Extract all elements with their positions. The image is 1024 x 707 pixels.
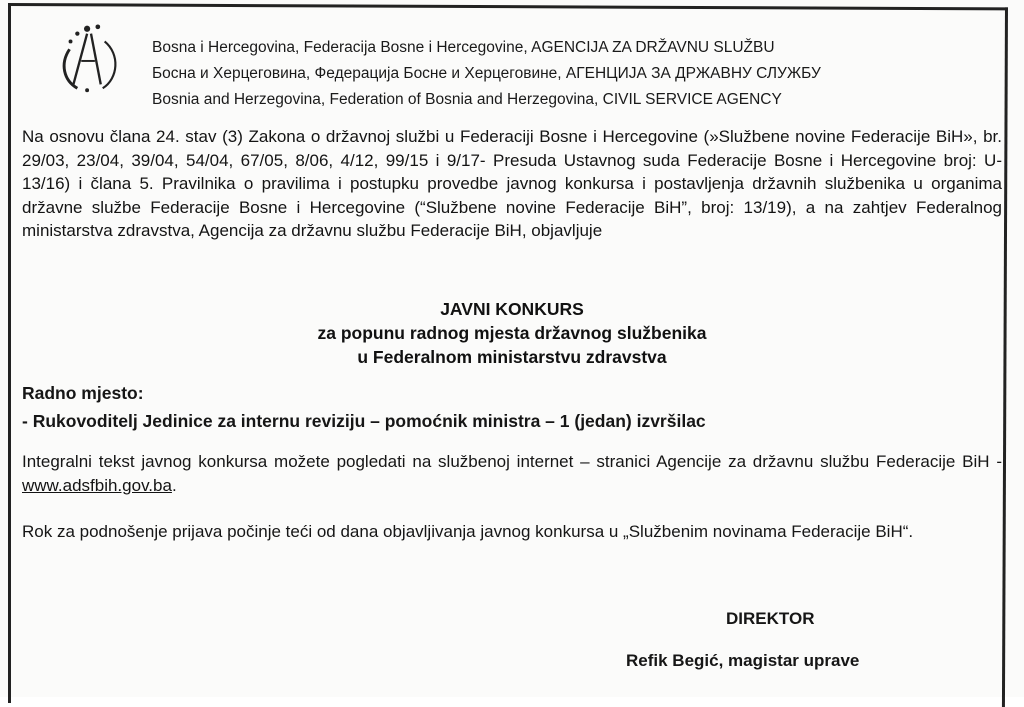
intro-paragraph: Na osnovu člana 24. stav (3) Zakona o državnoj službi u Federaciji Bosne i Hercegovine (»Službene novine Federacije BiH», br. 29/03, 23/04, 39/04, 54/04, 67/05, 8/06, 4/12, 99/15 i 9/17- Presuda Ustavnog suda Federacije Bosne i Hercegovine broj: U-13/16) i člana 5. Pravilnika o pravilima i postupku provedbe javnog konkursa i postavljenja državnih službenika u organima državne službe Federacije Bosne i Hercegovine (“Službene novine Federacije BiH”, broj: 13/19), a na zahtjev Federalnog ministarstva zdravstva, Agencija za državnu službu Federacije BiH, objavljuje	[22, 127, 1002, 240]
header-line-serbian-cyrillic: Босна и Херцеговина, Федерација Босне и Херцеговине, АГЕНЦИЈА ЗА ДРЖАВНУ СЛУЖБУ	[152, 65, 821, 82]
agency-website-link[interactable]: www.adsfbih.gov.ba	[22, 475, 172, 495]
title-line-3: u Federalnom ministarstvu zdravstva	[357, 347, 667, 367]
integral-text: Integralni tekst javnog konkursa možete pogledati na službenoj internet – stranici Agencije za državnu službu Federacije BiH -	[22, 452, 1002, 471]
header-line-english: Bosnia and Herzegovina, Federation of Bosnia and Herzegovina, CIVIL SERVICE AGENCY	[152, 91, 782, 108]
signature-name: Refik Begić, magistar uprave	[626, 651, 860, 670]
announcement-title	[0, 297, 1024, 369]
header-line-bosnian: Bosna i Hercegovina, Federacija Bosne i Hercegovine, AGENCIJA ZA DRŽAVNU SLUŽBU	[152, 39, 775, 56]
integral-tail: .	[171, 475, 177, 495]
deadline-paragraph: Rok za podnošenje prijava počinje teći od dana objavljivanja javnog konkursa u „Službenim novinama Federacije BiH“.	[22, 522, 914, 541]
signature-title: DIREKTOR	[726, 609, 815, 628]
integral-text-paragraph	[22, 450, 1002, 497]
position-value: - Rukovoditelj Jedinice za internu reviziju – pomoćnik ministra – 1 (jedan) izvršilac	[22, 411, 706, 431]
agency-logo-icon	[52, 20, 130, 98]
title-line-2: za popunu radnog mjesta državnog službenika	[317, 323, 707, 343]
position-label: Radno mjesto:	[22, 383, 144, 403]
title-line-1: JAVNI KONKURS	[440, 299, 584, 319]
agency-header	[152, 35, 1012, 113]
